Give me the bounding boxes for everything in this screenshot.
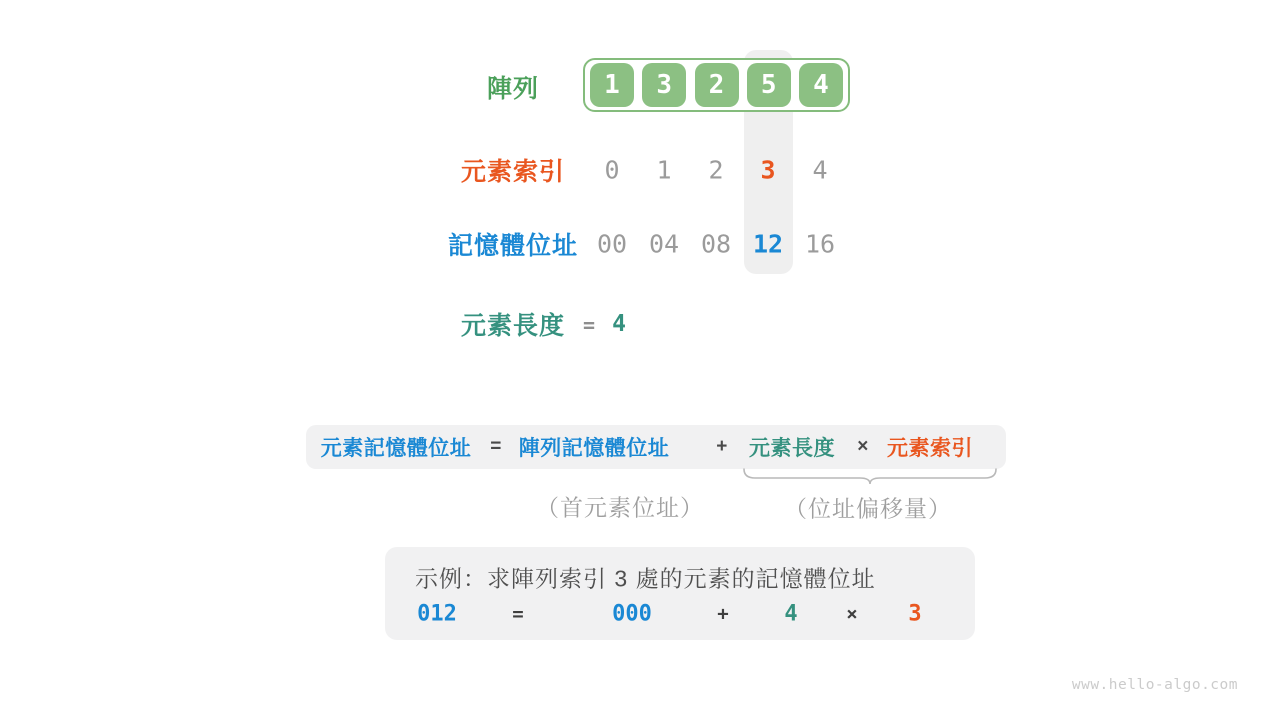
array-label: 陣列	[486, 75, 540, 103]
memory-value: 00	[596, 229, 628, 259]
underbrace-icon	[743, 468, 997, 486]
memory-value: 08	[700, 229, 732, 259]
array-cell: 2	[695, 63, 739, 107]
formula-plus-sign: +	[716, 436, 728, 457]
example-box	[385, 547, 975, 640]
formula-times-sign: ×	[857, 436, 869, 457]
index-value-highlighted: 3	[760, 155, 776, 185]
formula-result-term: 元素記憶體位址	[320, 437, 472, 460]
watermark: www.hello-algo.com	[1071, 677, 1238, 693]
base-address-note: （首元素位址）	[536, 494, 704, 521]
formula-equals-sign: =	[490, 436, 502, 457]
example-length-value: 4	[784, 601, 798, 627]
formula-length-term: 元素長度	[749, 437, 835, 460]
length-value: 4	[612, 311, 626, 337]
example-base-value: 000	[612, 601, 652, 627]
index-value: 4	[812, 155, 828, 185]
array-cell: 4	[799, 63, 843, 107]
array-cell-highlighted: 5	[747, 63, 791, 107]
example-plus-sign: +	[717, 603, 729, 625]
length-row-label: 元素長度	[460, 312, 566, 340]
example-index-value: 3	[908, 601, 922, 627]
memory-value: 16	[804, 229, 836, 259]
memory-row-label: 記憶體位址	[447, 232, 579, 260]
index-value: 1	[656, 155, 672, 185]
length-equals-sign: =	[582, 313, 596, 337]
array-cell: 3	[642, 63, 686, 107]
array-cell: 1	[590, 63, 634, 107]
memory-value-highlighted: 12	[752, 229, 784, 259]
formula-bar	[306, 425, 1006, 469]
memory-value: 04	[648, 229, 680, 259]
offset-note: （位址偏移量）	[784, 495, 952, 522]
example-times-sign: ×	[846, 603, 858, 625]
example-result-value: 012	[417, 601, 457, 627]
example-title: 示例：求陣列索引 3 處的元素的記憶體位址	[415, 565, 876, 592]
example-equals-sign: =	[512, 603, 524, 625]
formula-base-term: 陣列記憶體位址	[518, 437, 670, 460]
index-value: 0	[604, 155, 620, 185]
formula-index-term: 元素索引	[887, 437, 973, 460]
index-row-label: 元素索引	[460, 158, 566, 186]
index-value: 2	[708, 155, 724, 185]
array-container	[583, 58, 850, 112]
